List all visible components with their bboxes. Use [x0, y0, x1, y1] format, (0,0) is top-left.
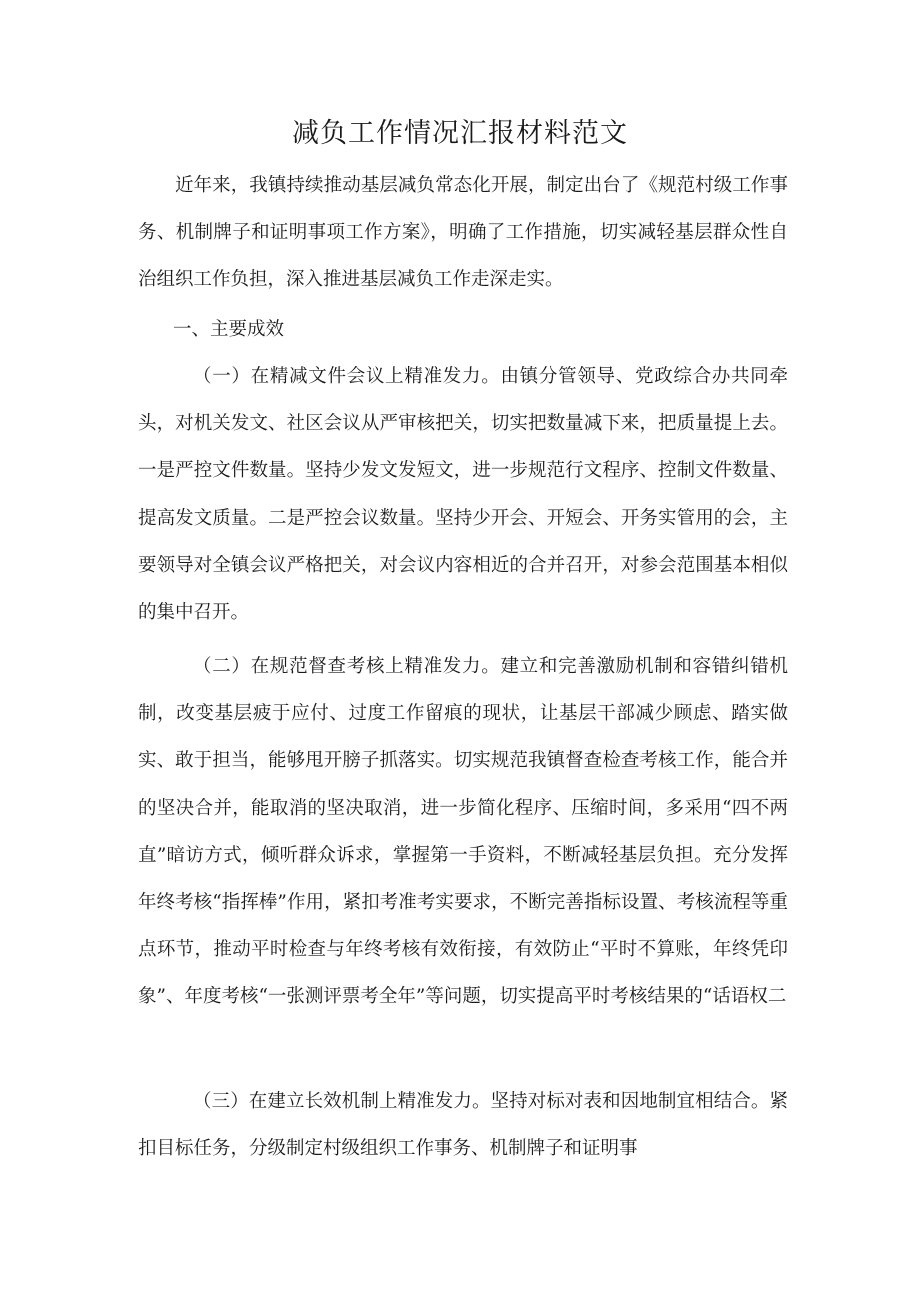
section-paragraph-2: （二）在规范督查考核上精准发力。建立和完善激励机制和容错纠错机制，改变基层疲于应付、过度工作留痕的现状，让基层干部减少顾虑、踏实做实、敢于担当，能够甩开膀子抓落实。切实规范我镇督查检查考核工作，能合并的坚决合并，能取消的坚决取消，进一步简化程序、压缩时间，多采用“四不两直”暗访方式，倾听群众诉求，掌握第一手资料，不断减轻基层负担。充分发挥年终考核“指挥棒”作用，紧扣考准考实要求，不断完善指标设置、考核流程等重点环节，推动平时检查与年终考核有效衔接，有效防止“平时不算账，年终凭印象”、年度考核“一张测评票考全年”等问题，切实提高平时考核结果的“话语权二: [138, 656, 788, 1008]
intro-paragraph: 近年来，我镇持续推动基层减负常态化开展，制定出台了《规范村级工作事务、机制牌子和证明事项工作方案》，明确了工作措施，切实减轻基层群众性自治组织工作负担，深入推进基层减负工作走深走实。: [138, 175, 788, 291]
section-paragraph-3: （三）在建立长效机制上精准发力。坚持对标对表和因地制宜相结合。紧扣目标任务，分级制定村级组织工作事务、机制牌子和证明事: [138, 1091, 788, 1160]
section-paragraph-1: （一）在精减文件会议上精准发力。由镇分管领导、党政综合办共同牵头，对机关发文、社区会议从严审核把关，切实把数量减下来，把质量提上去。一是严控文件数量。坚持少发文发短文，进一步规范行文程序、控制文件数量、提高发文质量。二是严控会议数量。坚持少开会、开短会、开务实管用的会，主要领导对全镇会议严格把关，对会议内容相近的合并召开，对参会范围基本相似的集中召开。: [138, 366, 788, 624]
section-heading: 一、主要成效: [173, 319, 285, 340]
document-title: 减负工作情况汇报材料范文: [292, 118, 628, 149]
